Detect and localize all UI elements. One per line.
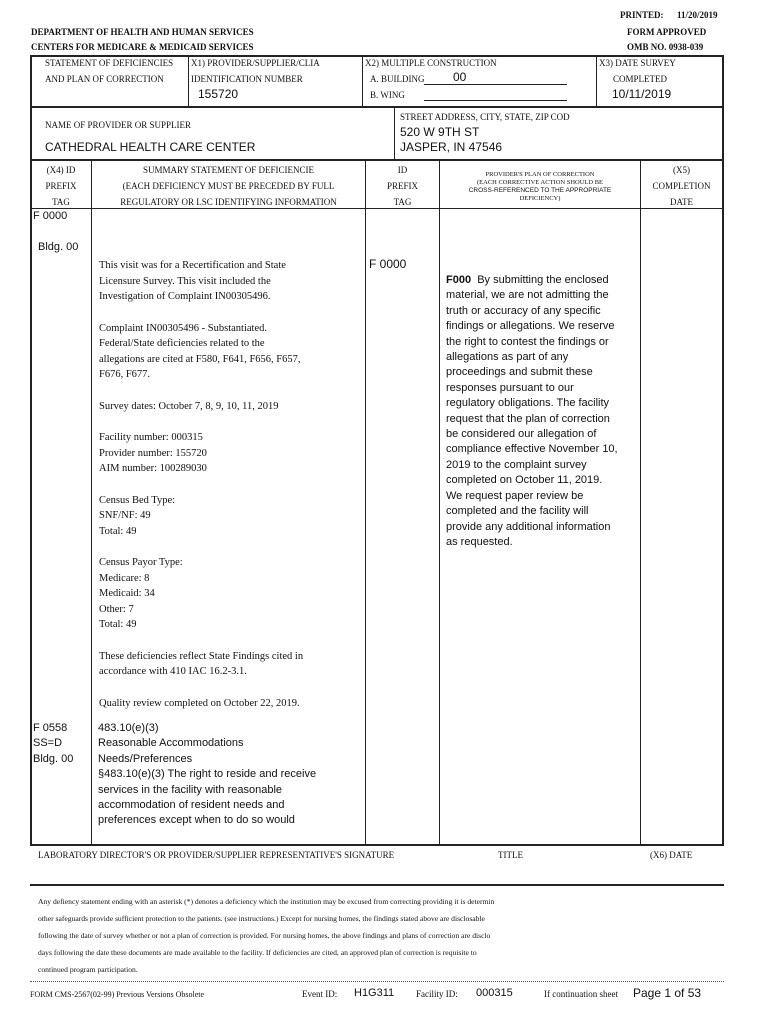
summary-text-f0000 — [99, 258, 361, 727]
footnote-line: continued program participation. — [38, 965, 138, 974]
summary-line: Provider number: 155720 — [99, 447, 207, 459]
id-header-3: TAG — [393, 197, 412, 207]
summary-paragraph — [99, 321, 361, 383]
summary-line: These deficiencies reflect State Findings cited in — [99, 650, 304, 662]
summary-line: accommodation of resident needs and — [98, 799, 285, 812]
x5-header-1: (X5) — [673, 165, 690, 175]
provider-id-number: 155720 — [198, 87, 239, 101]
summary-line: Medicaid: 34 — [99, 588, 155, 599]
plan-line: request that the plan of correction — [446, 412, 610, 425]
x2-label: X2) MULTIPLE CONSTRUCTION — [365, 58, 497, 68]
plan-line: responses pursuant to our — [446, 381, 574, 394]
plan-of-correction-f0000 — [446, 273, 636, 550]
summary-line: Investigation of Complaint IN00305496. — [99, 291, 271, 302]
summary-header-1: SUMMARY STATEMENT OF DEFICIENCIE — [142, 165, 315, 175]
plan-header-2: (EACH CORRECTIVE ACTION SHOULD BE — [476, 179, 604, 186]
printed-date: 11/20/2019 — [677, 10, 718, 20]
plan-line: the right to contest the findings or — [446, 335, 609, 348]
plan-header-4: DEFICIENCY) — [519, 195, 561, 202]
building-label: A. BUILDING — [370, 74, 425, 84]
footnote-line: Any defiency statement ending with an asterisk (*) denotes a deficiency which the institution may be excused from correcting providing it is determin — [38, 897, 495, 906]
building-tag-1: Bldg. 00 — [38, 241, 79, 253]
tag-line: F 0558 — [33, 722, 68, 734]
summary-line: Other: 7 — [99, 603, 134, 615]
summary-line: Quality review completed on October 22, 2019. — [99, 697, 300, 709]
id-tag-f0000: F 0000 — [369, 257, 407, 271]
title-label: TITLE — [498, 850, 523, 860]
x5-header-3: DATE — [670, 197, 693, 207]
tag-line: SS=D — [33, 737, 63, 750]
summary-line: Medicare: 8 — [99, 572, 150, 584]
centers-name: CENTERS FOR MEDICARE & MEDICAID SERVICES — [31, 42, 254, 52]
summary-line: Total: 49 — [99, 619, 137, 630]
x4-header-1: (X4) ID — [46, 165, 76, 175]
plan-tag-bold: F000 — [446, 274, 472, 286]
x5-header-2: COMPLETION — [652, 181, 711, 191]
statement-label-1: STATEMENT OF DEFICIENCIES — [45, 58, 174, 68]
x1-label-1: X1) PROVIDER/SUPPLIER/CLIA — [191, 58, 320, 68]
printed-label: PRINTED: — [620, 10, 664, 20]
summary-line: F676, F677. — [99, 369, 151, 380]
survey-completed-date: 10/11/2019 — [612, 87, 672, 101]
summary-paragraph — [99, 649, 361, 680]
plan-line: compliance effective November 10, — [446, 443, 618, 456]
plan-line: completed on October 11, 2019. — [446, 474, 603, 487]
summary-line: Reasonable Accommodations — [98, 737, 244, 750]
id-header-2: PREFIX — [386, 181, 418, 191]
x4-header-3: TAG — [52, 197, 70, 207]
form-approved: FORM APPROVED — [627, 27, 707, 37]
plan-line: completed and the facility will — [446, 505, 589, 518]
footnote-line: other safeguards provide sufficient protection to the patients. (see instructions.) Except for nursing homes, the findings stated above are disclosable — [38, 914, 485, 923]
id-header-1: ID — [397, 165, 408, 175]
event-id-label: Event ID: — [302, 989, 338, 999]
plan-line: truth or accuracy of any specific — [446, 304, 601, 317]
provider-name-label: NAME OF PROVIDER OR SUPPLIER — [45, 120, 192, 130]
summary-line: AIM number: 100289030 — [99, 463, 207, 474]
summary-line: This visit was for a Recertification and State — [99, 260, 286, 271]
summary-line: 483.10(e)(3) — [98, 722, 159, 734]
plan-line: be considered our allegation of — [446, 428, 597, 441]
summary-line: Census Bed Type: — [99, 494, 176, 506]
form-number: FORM CMS-2567(02-99) Previous Versions Obsolete — [30, 990, 205, 999]
address-label: STREET ADDRESS, CITY, STATE, ZIP COD — [400, 112, 570, 122]
plan-header-1: PROVIDER'S PLAN OF CORRECTION — [485, 171, 595, 178]
x1-label-2: IDENTIFICATION NUMBER — [191, 74, 303, 84]
city-state-zip: JASPER, IN 47546 — [400, 140, 503, 154]
summary-line: Survey dates: October 7, 8, 9, 10, 11, 2019 — [99, 400, 279, 412]
omb-number: OMB NO. 0938-039 — [627, 42, 704, 52]
building-value: 00 — [453, 70, 467, 84]
summary-text-f0558 — [98, 721, 363, 829]
plan-line: findings or allegations. We reserve — [446, 320, 615, 333]
plan-line: provide any additional information — [446, 520, 611, 533]
x3-label-2: COMPLETED — [613, 74, 667, 84]
x3-label-1: X3) DATE SURVEY — [599, 58, 676, 68]
signature-label: LABORATORY DIRECTOR'S OR PROVIDER/SUPPLIER REPRESENTATIVE'S SIGNATURE — [38, 850, 395, 860]
summary-line: allegations are cited at F580, F641, F656, F657, — [99, 353, 301, 365]
plan-line: material, we are not admitting the — [446, 289, 609, 302]
summary-line: Needs/Preferences — [98, 752, 193, 765]
street-address: 520 W 9TH ST — [400, 125, 480, 139]
tag-line: Bldg. 00 — [33, 752, 74, 765]
summary-line: services in the facility with reasonable — [98, 783, 283, 796]
summary-paragraph — [99, 399, 361, 415]
summary-line: Facility number: 000315 — [99, 432, 203, 443]
plan-line: 2019 to the complaint survey — [446, 458, 587, 471]
summary-paragraph — [99, 258, 361, 305]
plan-line: allegations as part of any — [446, 351, 569, 364]
plan-header-3: CROSS-REFERENCED TO THE APPROPRIATE — [468, 187, 612, 194]
summary-line: Complaint IN00305496 - Substantiated. — [99, 322, 267, 334]
signature-date-label: (X6) DATE — [650, 850, 693, 860]
x4-header-2: PREFIX — [45, 181, 77, 191]
statement-label-2: AND PLAN OF CORRECTION — [45, 74, 164, 84]
summary-header-2: (EACH DEFICIENCY MUST BE PRECEDED BY FULL — [122, 181, 335, 191]
department-name: DEPARTMENT OF HEALTH AND HUMAN SERVICES — [31, 27, 254, 37]
footnote-line: following the date of survey whether or not a plan of correction is provided. For nursing homes, the above findings and plans of correction are disclo — [38, 931, 491, 940]
summary-paragraph — [99, 430, 361, 477]
summary-line: SNF/NF: 49 — [99, 510, 151, 521]
summary-line: Federal/State deficiencies related to the — [99, 338, 265, 349]
plan-line: By submitting the enclosed — [477, 274, 609, 286]
summary-line: accordance with 410 IAC 16.2-3.1. — [99, 666, 247, 677]
plan-line: as requested. — [446, 535, 513, 548]
wing-label: B. WING — [370, 90, 405, 100]
footnote-line: days following the date these documents are made available to the facility. If deficiencies are cited, an approved plan of correction is requisite to — [38, 948, 477, 957]
plan-line: regulatory obligations. The facility — [446, 397, 610, 410]
page-number: Page 1 of 53 — [633, 986, 702, 1000]
summary-paragraph — [99, 555, 361, 633]
summary-line: Census Payor Type: — [99, 557, 183, 568]
summary-line: Licensure Survey. This visit included the — [99, 275, 271, 287]
event-id: H1G311 — [354, 987, 395, 999]
prefix-tag-f0558 — [33, 721, 91, 767]
facility-id-label: Facility ID: — [416, 989, 458, 999]
summary-paragraph — [99, 696, 361, 712]
plan-line: We request paper review be — [446, 489, 584, 502]
summary-line: Total: 49 — [99, 525, 137, 537]
facility-id: 000315 — [476, 987, 513, 999]
continuation-label: If continuation sheet — [544, 989, 618, 999]
summary-paragraph — [99, 493, 361, 540]
summary-header-3: REGULATORY OR LSC IDENTIFYING INFORMATION — [120, 197, 337, 207]
summary-line: preferences except when to do so would — [98, 814, 295, 827]
footnote — [38, 893, 728, 978]
plan-line: proceedings and submit these — [446, 366, 593, 379]
summary-line: §483.10(e)(3) The right to reside and receive — [98, 768, 317, 781]
provider-name: CATHEDRAL HEALTH CARE CENTER — [45, 140, 256, 154]
prefix-tag-f0000: F 0000 — [33, 210, 68, 222]
